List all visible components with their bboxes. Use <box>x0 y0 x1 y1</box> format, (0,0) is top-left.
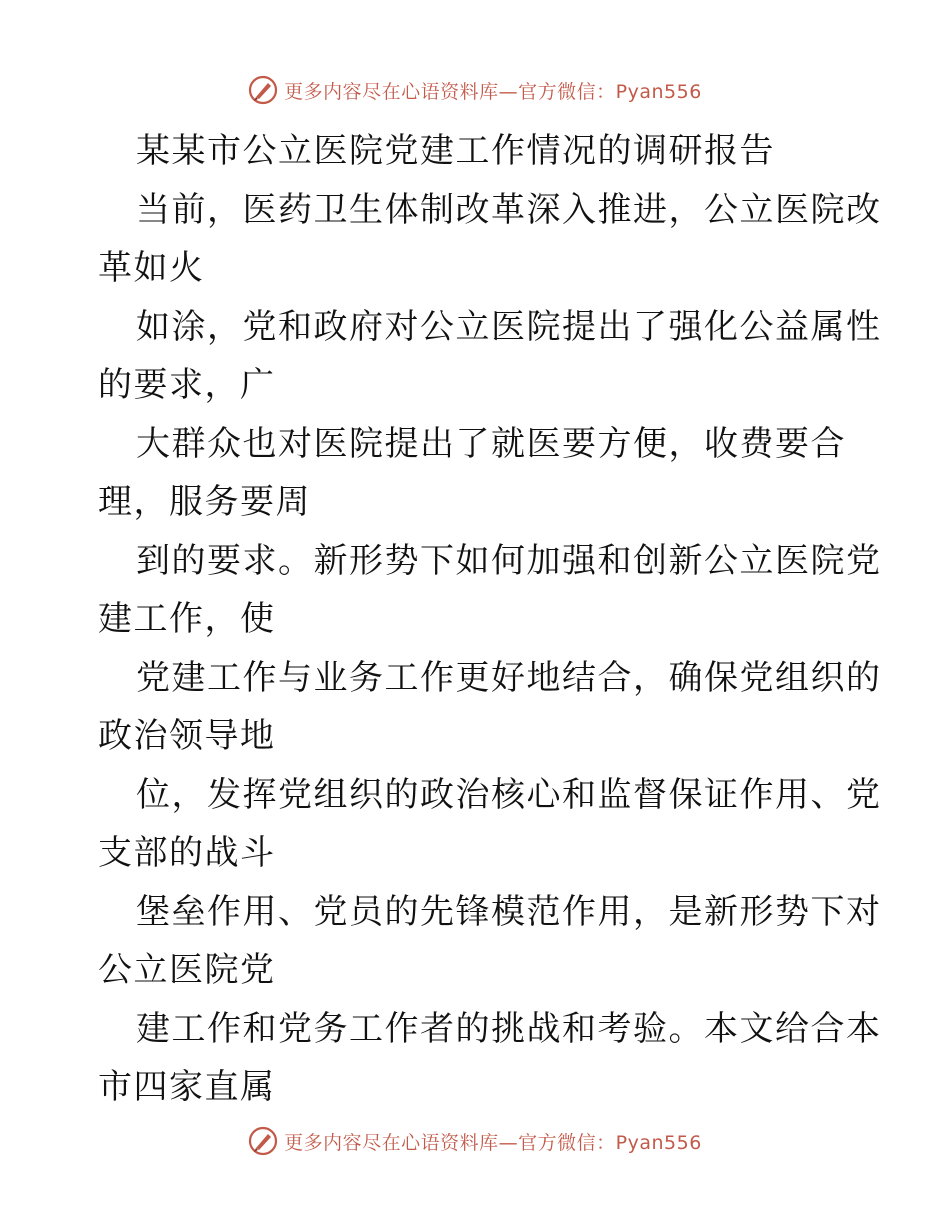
paragraph-line: 支部的战斗 <box>98 833 276 873</box>
footer-watermark <box>0 1121 950 1161</box>
paragraph-line: 党建工作与业务工作更好地结合，确保党组织的 <box>136 657 882 698</box>
document-body <box>98 122 882 1117</box>
paragraph-line: 堡垒作用、党员的先锋模范作用，是新形势下对 <box>136 891 882 932</box>
document-title: 某某市公立医院党建工作情况的调研报告 <box>136 131 775 171</box>
paragraph-line: 革如火 <box>98 248 205 288</box>
paragraph-line: 大群众也对医院提出了就医要方便，收费要合 <box>136 423 846 464</box>
paragraph-line: 建工作，使 <box>98 599 276 639</box>
quill-pen-icon <box>248 1126 278 1156</box>
header-watermark <box>0 70 950 110</box>
watermark-text: 更多内容尽在心语资料库—官方微信：Pyan556 <box>284 1131 702 1154</box>
paragraph-line: 政治领导地 <box>98 716 276 756</box>
paragraph-line: 如涂，党和政府对公立医院提出了强化公益属性 <box>136 306 882 347</box>
quill-pen-icon <box>248 75 278 105</box>
paragraph-line: 到的要求。新形势下如何加强和创新公立医院党 <box>136 540 882 581</box>
paragraph-line: 的要求，广 <box>98 365 276 405</box>
paragraph-line: 市四家直属 <box>98 1067 276 1107</box>
watermark-text: 更多内容尽在心语资料库—官方微信：Pyan556 <box>284 80 702 103</box>
paragraph-line: 位，发挥党组织的政治核心和监督保证作用、党 <box>136 774 882 815</box>
paragraph-line: 公立医院党 <box>98 950 276 990</box>
paragraph-line: 当前，医药卫生体制改革深入推进，公立医院改 <box>136 189 882 230</box>
paragraph-line: 理，服务要周 <box>98 482 311 522</box>
paragraph-line: 建工作和党务工作者的挑战和考验。本文给合本 <box>136 1008 882 1049</box>
